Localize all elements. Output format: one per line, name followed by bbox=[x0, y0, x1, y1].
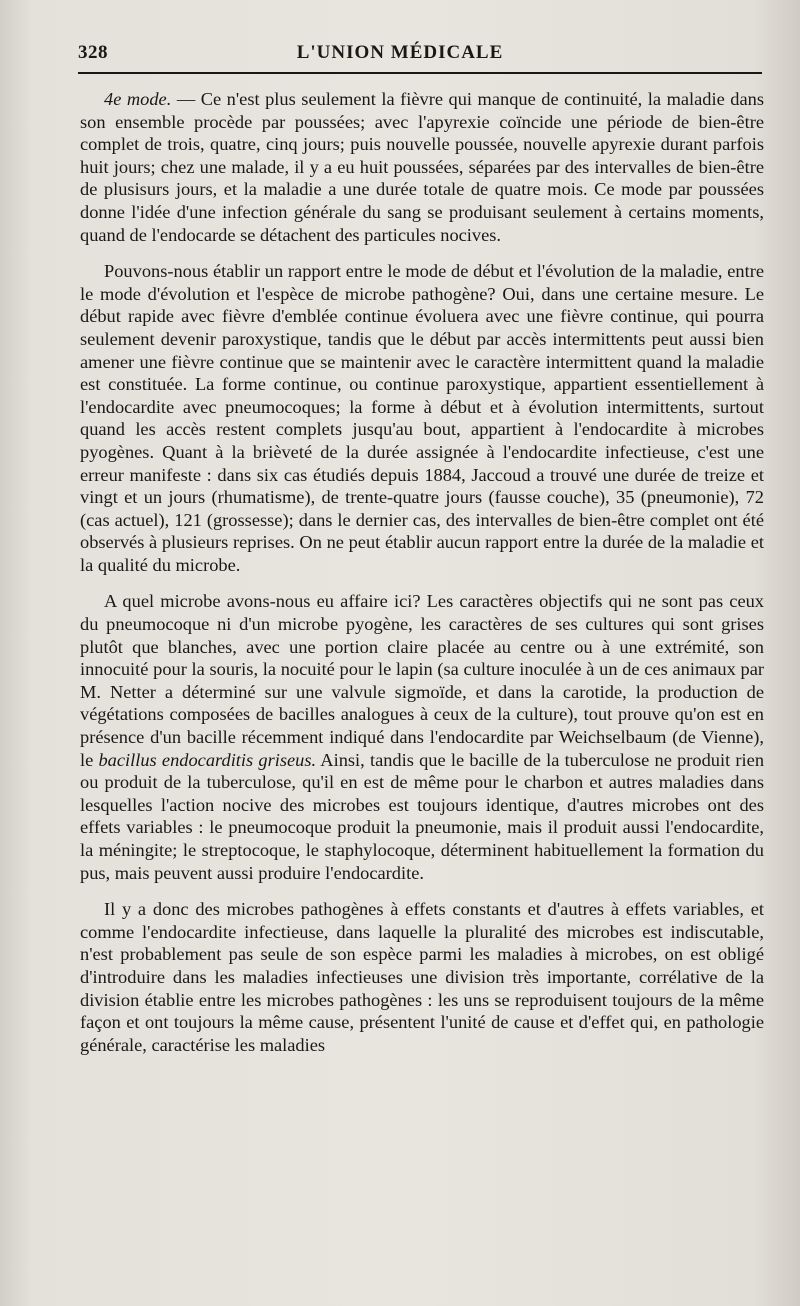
mode-label: 4e mode. bbox=[104, 89, 172, 109]
paragraph-pathogenes bbox=[80, 898, 764, 1056]
page-number: 328 bbox=[78, 42, 108, 63]
species-name: bacillus endocarditis griseus. bbox=[98, 749, 317, 770]
paragraph-text: Il y a donc des microbes pathogènes à effets constants et d'autres à effets variables, et comme l'endocardite infectieuse, dans laquelle la pluralité des microbes est indiscutable, n'est probablement pas seule de son espèce parmi les maladies à microbes, on est obligé d'introduire dans les maladies infectieuses une division très importante, corrélative de la division établie entre les microbes pathogènes : les uns se reproduisent toujours de la même façon et ont toujours la même cause, présentent l'unité de cause et d'effet qui, en pathologie générale, caractérise les maladies bbox=[80, 899, 764, 1055]
paragraph-text: Pouvons-nous établir un rapport entre le mode de début et l'évolution de la maladie, entre le mode d'évolution et l'espèce de microbe pathogène? Oui, dans une certaine mesure. Le début rapide avec fièvre d'emblée continue évoluera avec une fièvre continue, qui pourra seulement devenir paroxystique, tandis que le début par accès intermittents peut aussi bien amener une fièvre continue que se maintenir avec le caractère intermittent quand la maladie est constituée. La forme continue, ou continue paroxystique, appartient essentiellement à l'endocardite avec pneumocoques; la forme à début et à évolution intermittents, surtout quand les accès restent complets jusqu'au bout, appartient à l'endocardite à microbes pyogènes. Quant à la brièveté de la durée assignée à l'endocardite infectieuse, c'est une erreur manifeste : dans six cas étudiés depuis 1884, Jaccoud a trouvé une durée de treize et vingt et un jours (rhumatisme), de trente-quatre jours (fausse couche), 35 (pneumonie), 72 (cas actuel), 121 (grossesse); dans le dernier cas, des intervalles de bien-être complet ont été observés à plusieurs reprises. On ne peut établir aucun rapport entre la durée de la maladie et la qualité du microbe. bbox=[80, 261, 764, 575]
header-rule bbox=[78, 72, 762, 74]
paragraph-text: Ainsi, tandis que le bacille de la tuberculose ne produit rien ou produit de la tuberculose, qu'il en est de même pour le charbon et autres maladies dans lesquelles l'action nocive des microbes est toujours identique, d'autres microbes ont des effets variables : le pneumocoque produit la pneumonie, mais il produit aussi l'endocardite, la méningite; le streptocoque, le staphylocoque, déterminent habituellement la formation du pus, mais peuvent aussi produire l'endocardite. bbox=[80, 749, 765, 883]
body-text bbox=[80, 88, 764, 1056]
paragraph-text: A quel microbe avons-nous eu affaire ici? Les caractères objectifs qui ne sont pas ceux du pneumocoque ni d'un microbe pyogène, les caractères de ses cultures qui sont grises plutôt que blanches, avec une portion claire placée au centre ou à une extrémité, son innocuité pour la souris, la nocuité pour le lapin (sa culture inoculée à un de ces animaux par M. Netter a déterminé sur une valvule sigmoïde, et dans la carotide, la production de végétations composées de bacilles analogues à ceux de la culture), tout prouve qu'on est en présence d'un bacille récemment indiqué dans l'endocardite par Weichselbaum (de Vienne), le bbox=[80, 591, 764, 770]
page-header bbox=[78, 34, 762, 70]
paragraph-microbe bbox=[80, 590, 764, 884]
running-title: L'UNION MÉDICALE bbox=[296, 42, 504, 63]
paragraph-mode-4 bbox=[80, 88, 764, 246]
paragraph-text: — Ce n'est plus seulement la fièvre qui manque de continuité, la maladie dans son ensemble procède par poussées; avec l'apyrexie coïncide une période de bien-être complet de trois, quatre, cinq jours; puis nouvelle poussée, nouvelle apyrexie durant parfois huit jours; chez une malade, il y a eu huit poussées, séparées par des intervalles de bien-être de plusisurs jours, et la maladie a une durée totale de quatre mois. Ce mode par poussées donne l'idée d'une infection générale du sang se produisant seulement à certains moments, quand de l'endocarde se détachent des particules nocives. bbox=[80, 89, 764, 245]
paragraph-rapport bbox=[80, 260, 764, 576]
